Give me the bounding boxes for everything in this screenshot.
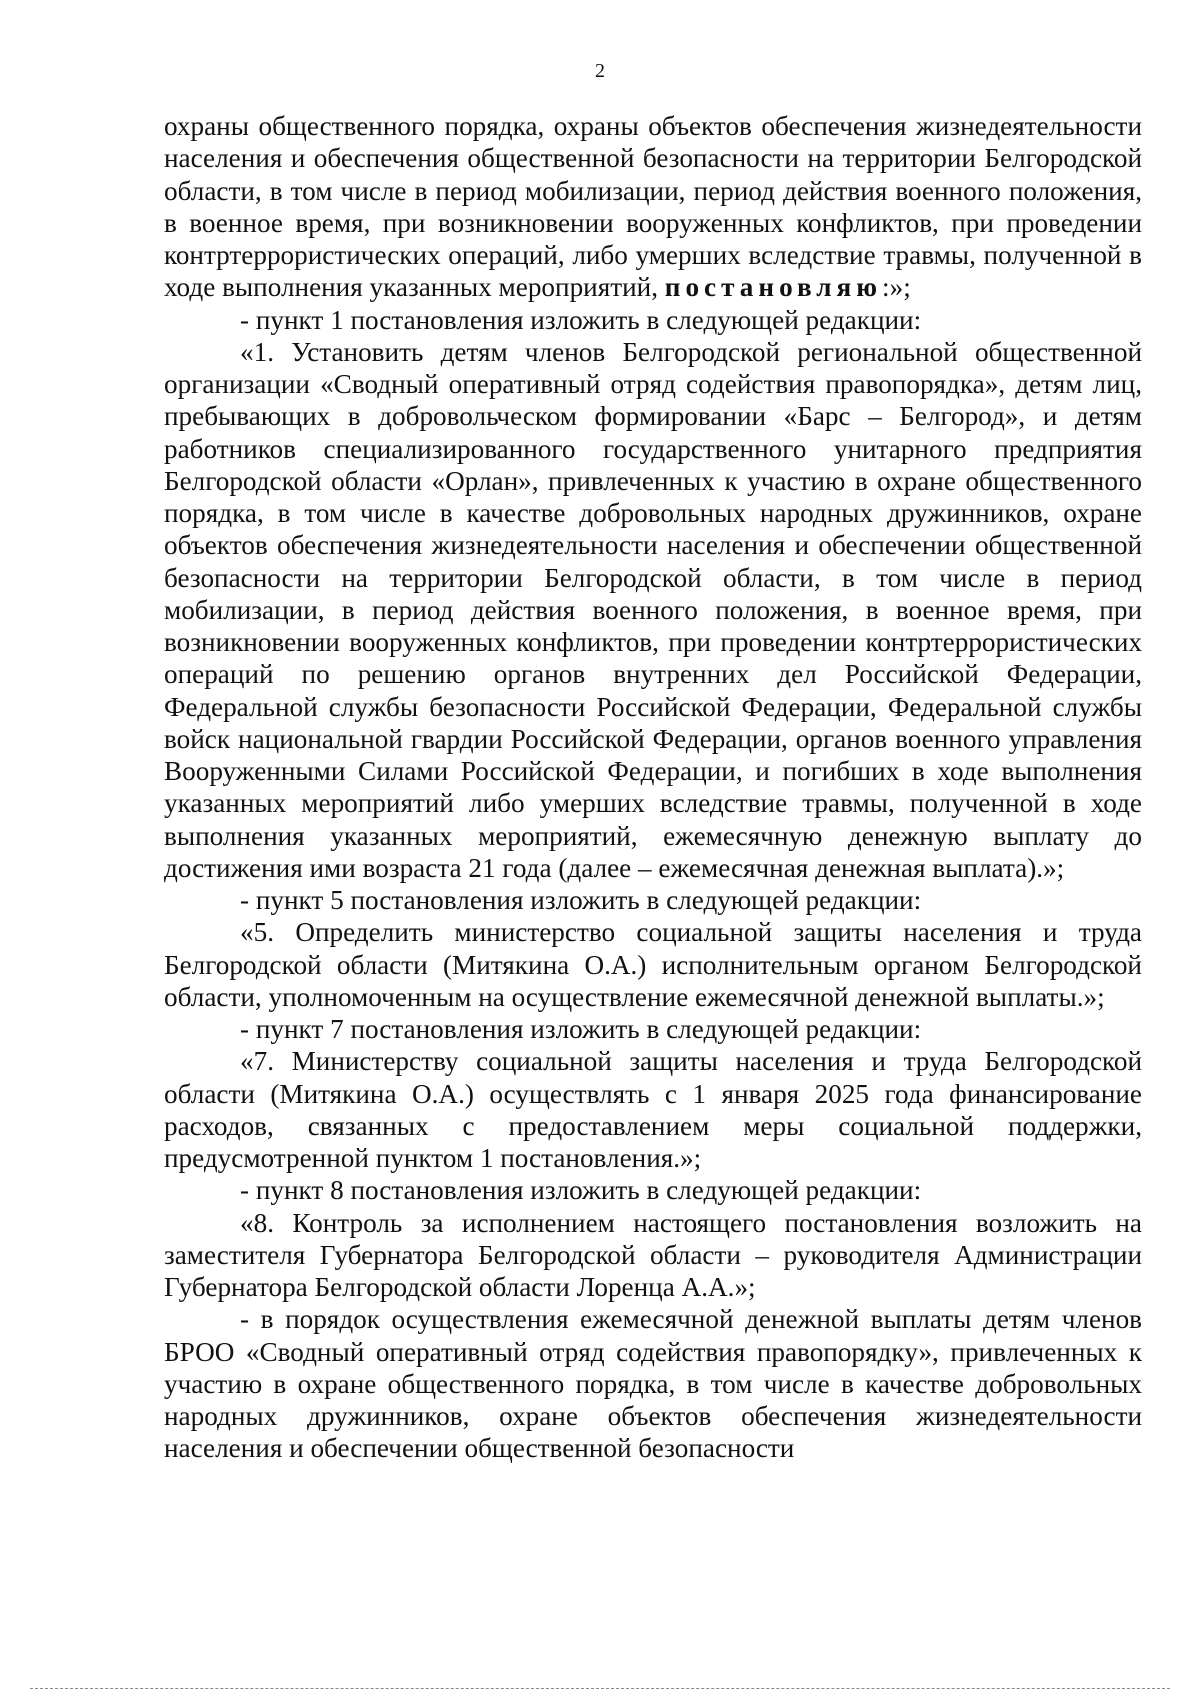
paragraph-amend-item-1: - пункт 1 постановления изложить в следующей редакции:	[240, 304, 922, 335]
paragraph-item-7: «7. Министерству социальной защиты населения и труда Белгородской области (Митякина О.А.) осуществлять с 1 января 2025 года финансирование расходов, связанных с предоставлением меры социальной поддержки, предусмотренной пунктом 1 постановления.»;	[164, 1046, 1142, 1173]
page-number: 2	[595, 60, 605, 82]
paragraph-amend-item-7: - пункт 7 постановления изложить в следующей редакции:	[240, 1014, 922, 1044]
document-body	[164, 110, 1142, 1465]
decree-keyword: постановляю	[664, 272, 883, 303]
paragraph-preamble-end	[164, 110, 1142, 304]
paragraph-item-5: «5. Определить министерство социальной защиты населения и труда Белгородской области (Митякина О.А.) исполнительным органом Белгородской области, уполномоченным на осуществление ежемесячной денежной выплаты.»;	[164, 917, 1142, 1012]
paragraph-item-8: «8. Контроль за исполнением настоящего постановления возложить на заместителя Губернатора Белгородской области – руководителя Администрации Губернатора Белгородской области Лоренца А.А.»;	[164, 1207, 1142, 1302]
paragraph-text: :»;	[882, 272, 911, 303]
paragraph-procedure: - в порядок осуществления ежемесячной денежной выплаты детям членов БРОО «Сводный оперативный отряд содействия правопорядку», привлеченных к участию в охране общественного порядка, в том числе в качестве добровольных народных дружинников, охране объектов обеспечения жизнедеятельности населения и обеспечении общественной безопасности	[164, 1304, 1142, 1464]
paragraph-item-1: «1. Установить детям членов Белгородской региональной общественной организации «Сводный оперативный отряд содействия правопорядка», детям лиц, пребывающих в добровольческом формировании «Барс – Белгород», и детям работников специализированного государственного унитарного предприятия Белгородской области «Орлан», привлеченных к участию в охране общественного порядка, в том числе в качестве добровольных народных дружинников, охране объектов обеспечения жизнедеятельности населения и обеспечении общественной безопасности на территории Белгородской области, в том числе в период мобилизации, в период действия военного положения, в военное время, при возникновении вооруженных конфликтов, при проведении контртеррористических операций по решению органов внутренних дел Российской Федерации, Федеральной службы безопасности Российской Федерации, Федеральной службы войск национальной гвардии Российской Федерации, органов военного управления Вооруженными Силами Российской Федерации, и погибших в ходе выполнения указанных мероприятий либо умерших вследствие травмы, полученной в ходе выполнения указанных мероприятий, ежемесячную денежную выплату до достижения ими возраста 21 года (далее – ежемесячная денежная выплата).»;	[164, 336, 1142, 883]
paragraph-amend-item-8: - пункт 8 постановления изложить в следующей редакции:	[240, 1175, 922, 1206]
paragraph-amend-item-5: - пункт 5 постановления изложить в следующей редакции:	[240, 885, 922, 915]
paragraph-text: охраны общественного порядка, охраны объектов обеспечения жизнедеятельности населения и обеспечения общественной безопасности на территории Белгородской области, в том числе в период мобилизации, период действия военного положения, в военное время, при возникновении вооруженных конфликтов, при проведении контртеррористических операций, либо умерших вследствие травмы, полученной в ходе выполнения указанных мероприятий,	[164, 111, 1142, 303]
footer-divider	[30, 1688, 1170, 1689]
